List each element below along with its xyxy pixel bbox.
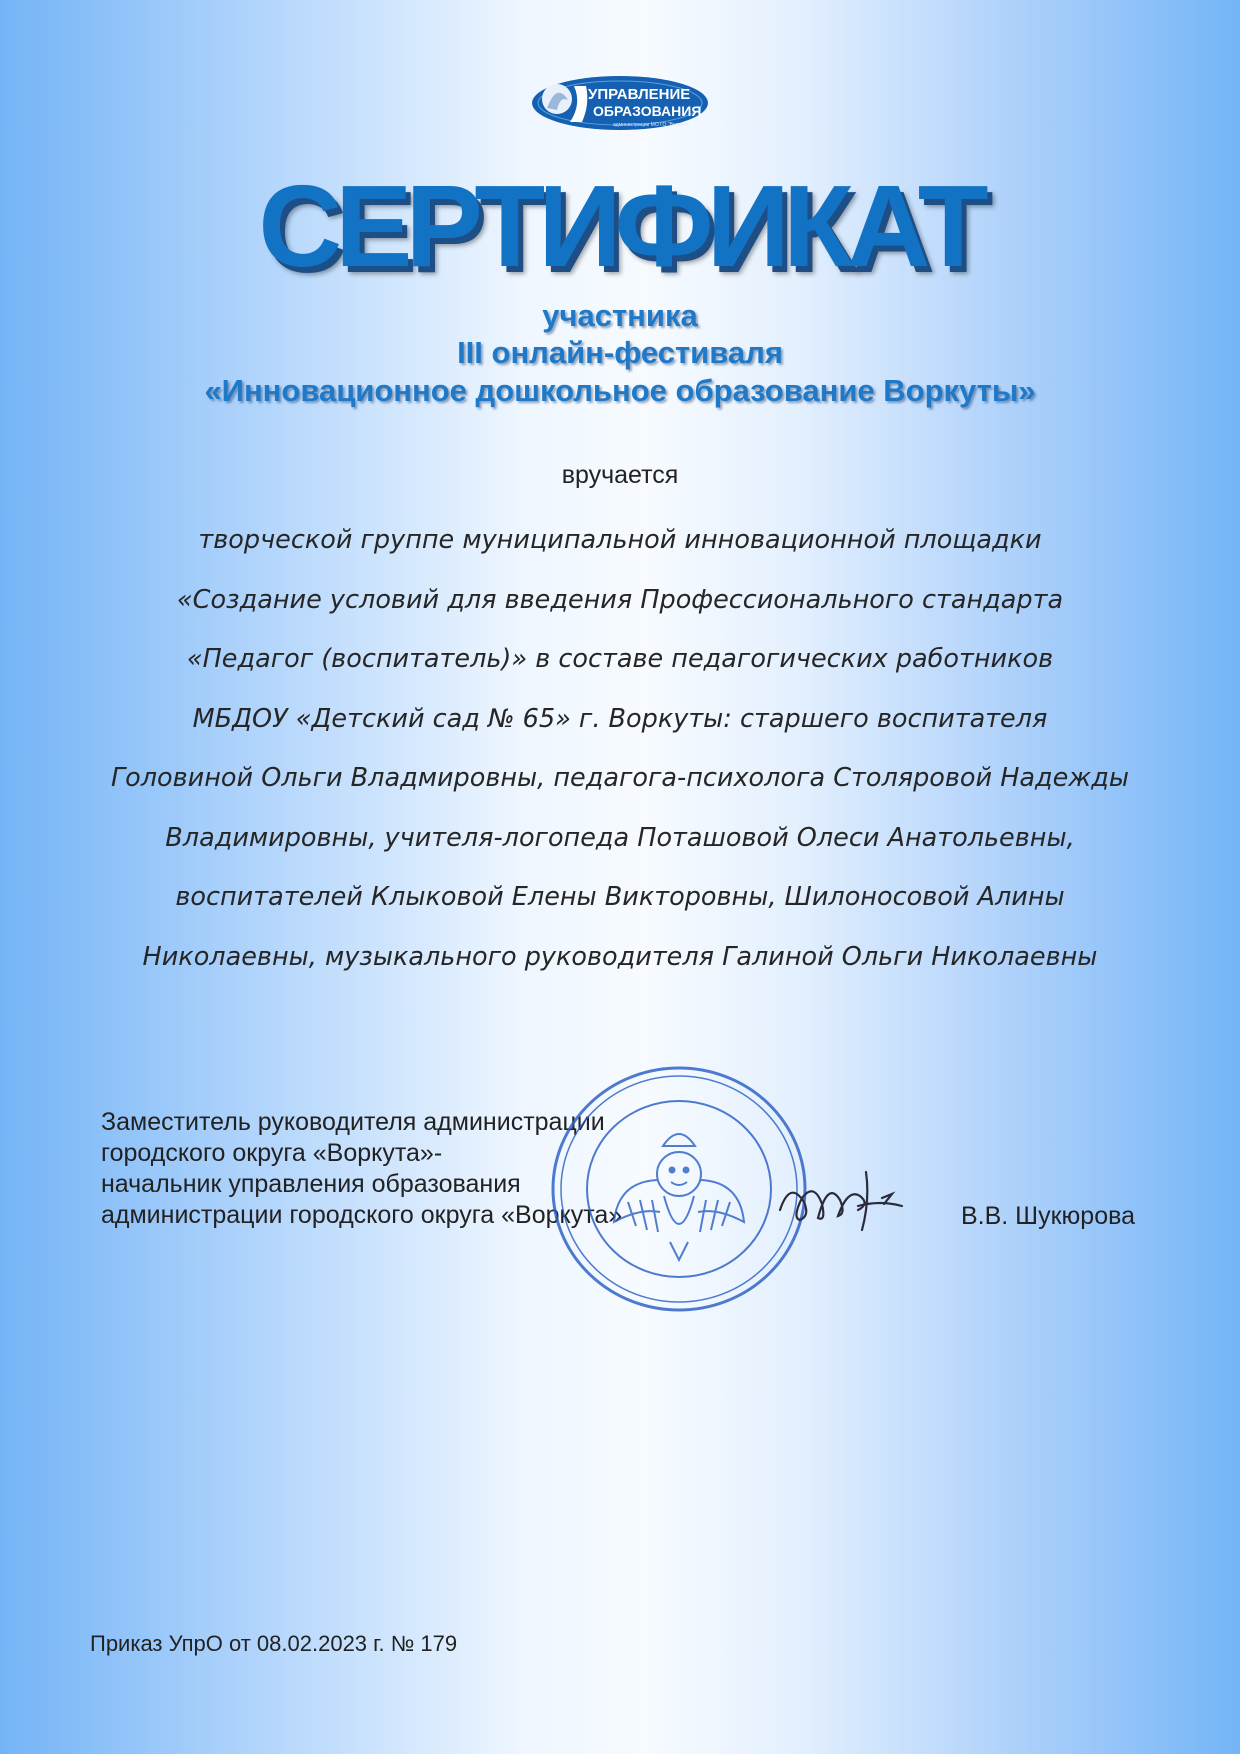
signer-name: В.В. Шукюрова [961, 1202, 1135, 1230]
signer-title-line: городского округа «Воркута»- [101, 1139, 443, 1167]
recipient-line: «Создание условий для введения Профессионального стандарта [176, 584, 1064, 615]
awarded-text: вручается [561, 461, 679, 489]
recipient-line: Николаевны, музыкального руководителя Галиной Ольги Николаевны [142, 941, 1098, 972]
subtitle-line-1: участника [542, 298, 698, 333]
recipient-line: «Педагог (воспитатель)» в составе педагогических работников [186, 644, 1054, 674]
signer-title-line: Заместитель руководителя администрации [101, 1108, 605, 1136]
signer-title-line: администрации городского округа «Воркута» [101, 1201, 623, 1229]
subtitle-line-2: III онлайн-фестиваля [457, 335, 783, 370]
logo [530, 74, 710, 132]
recipient-line: творческой группе муниципальной инновационной площадки [198, 525, 1042, 555]
logo-tagline: администрации МО ГО "Воркута" [613, 122, 691, 128]
recipient-line: Головиной Ольги Владмировны, педагога-психолога Столяровой Надежды [110, 763, 1130, 793]
signature [770, 1160, 910, 1240]
order-reference: Приказ УпрО от 08.02.2023 г. № 179 [90, 1631, 458, 1656]
recipient-line: Владимировны, учителя-логопеда Поташовой Олеси Анатольевны, [165, 822, 1075, 853]
subtitle-line-3: «Инновационное дошкольное образование Воркуты» [204, 373, 1036, 408]
recipient-line: воспитателей Клыковой Елены Викторовны, Шилоносовой Алины [175, 882, 1065, 912]
certificate-title: СЕРТИФИКАТ [258, 161, 982, 291]
logo-line1: УПРАВЛЕНИЕ [588, 86, 691, 103]
recipient-line: МБДОУ «Детский сад № 65» г. Воркуты: старшего воспитателя [192, 703, 1048, 734]
double-headed-bird-emblem-icon [614, 1134, 744, 1260]
logo-line2: ОБРАЗОВАНИЯ [593, 103, 702, 119]
signer-title [101, 1107, 622, 1231]
recipient-text [0, 518, 1240, 994]
signer-title-line: начальник управления образования [101, 1170, 521, 1198]
